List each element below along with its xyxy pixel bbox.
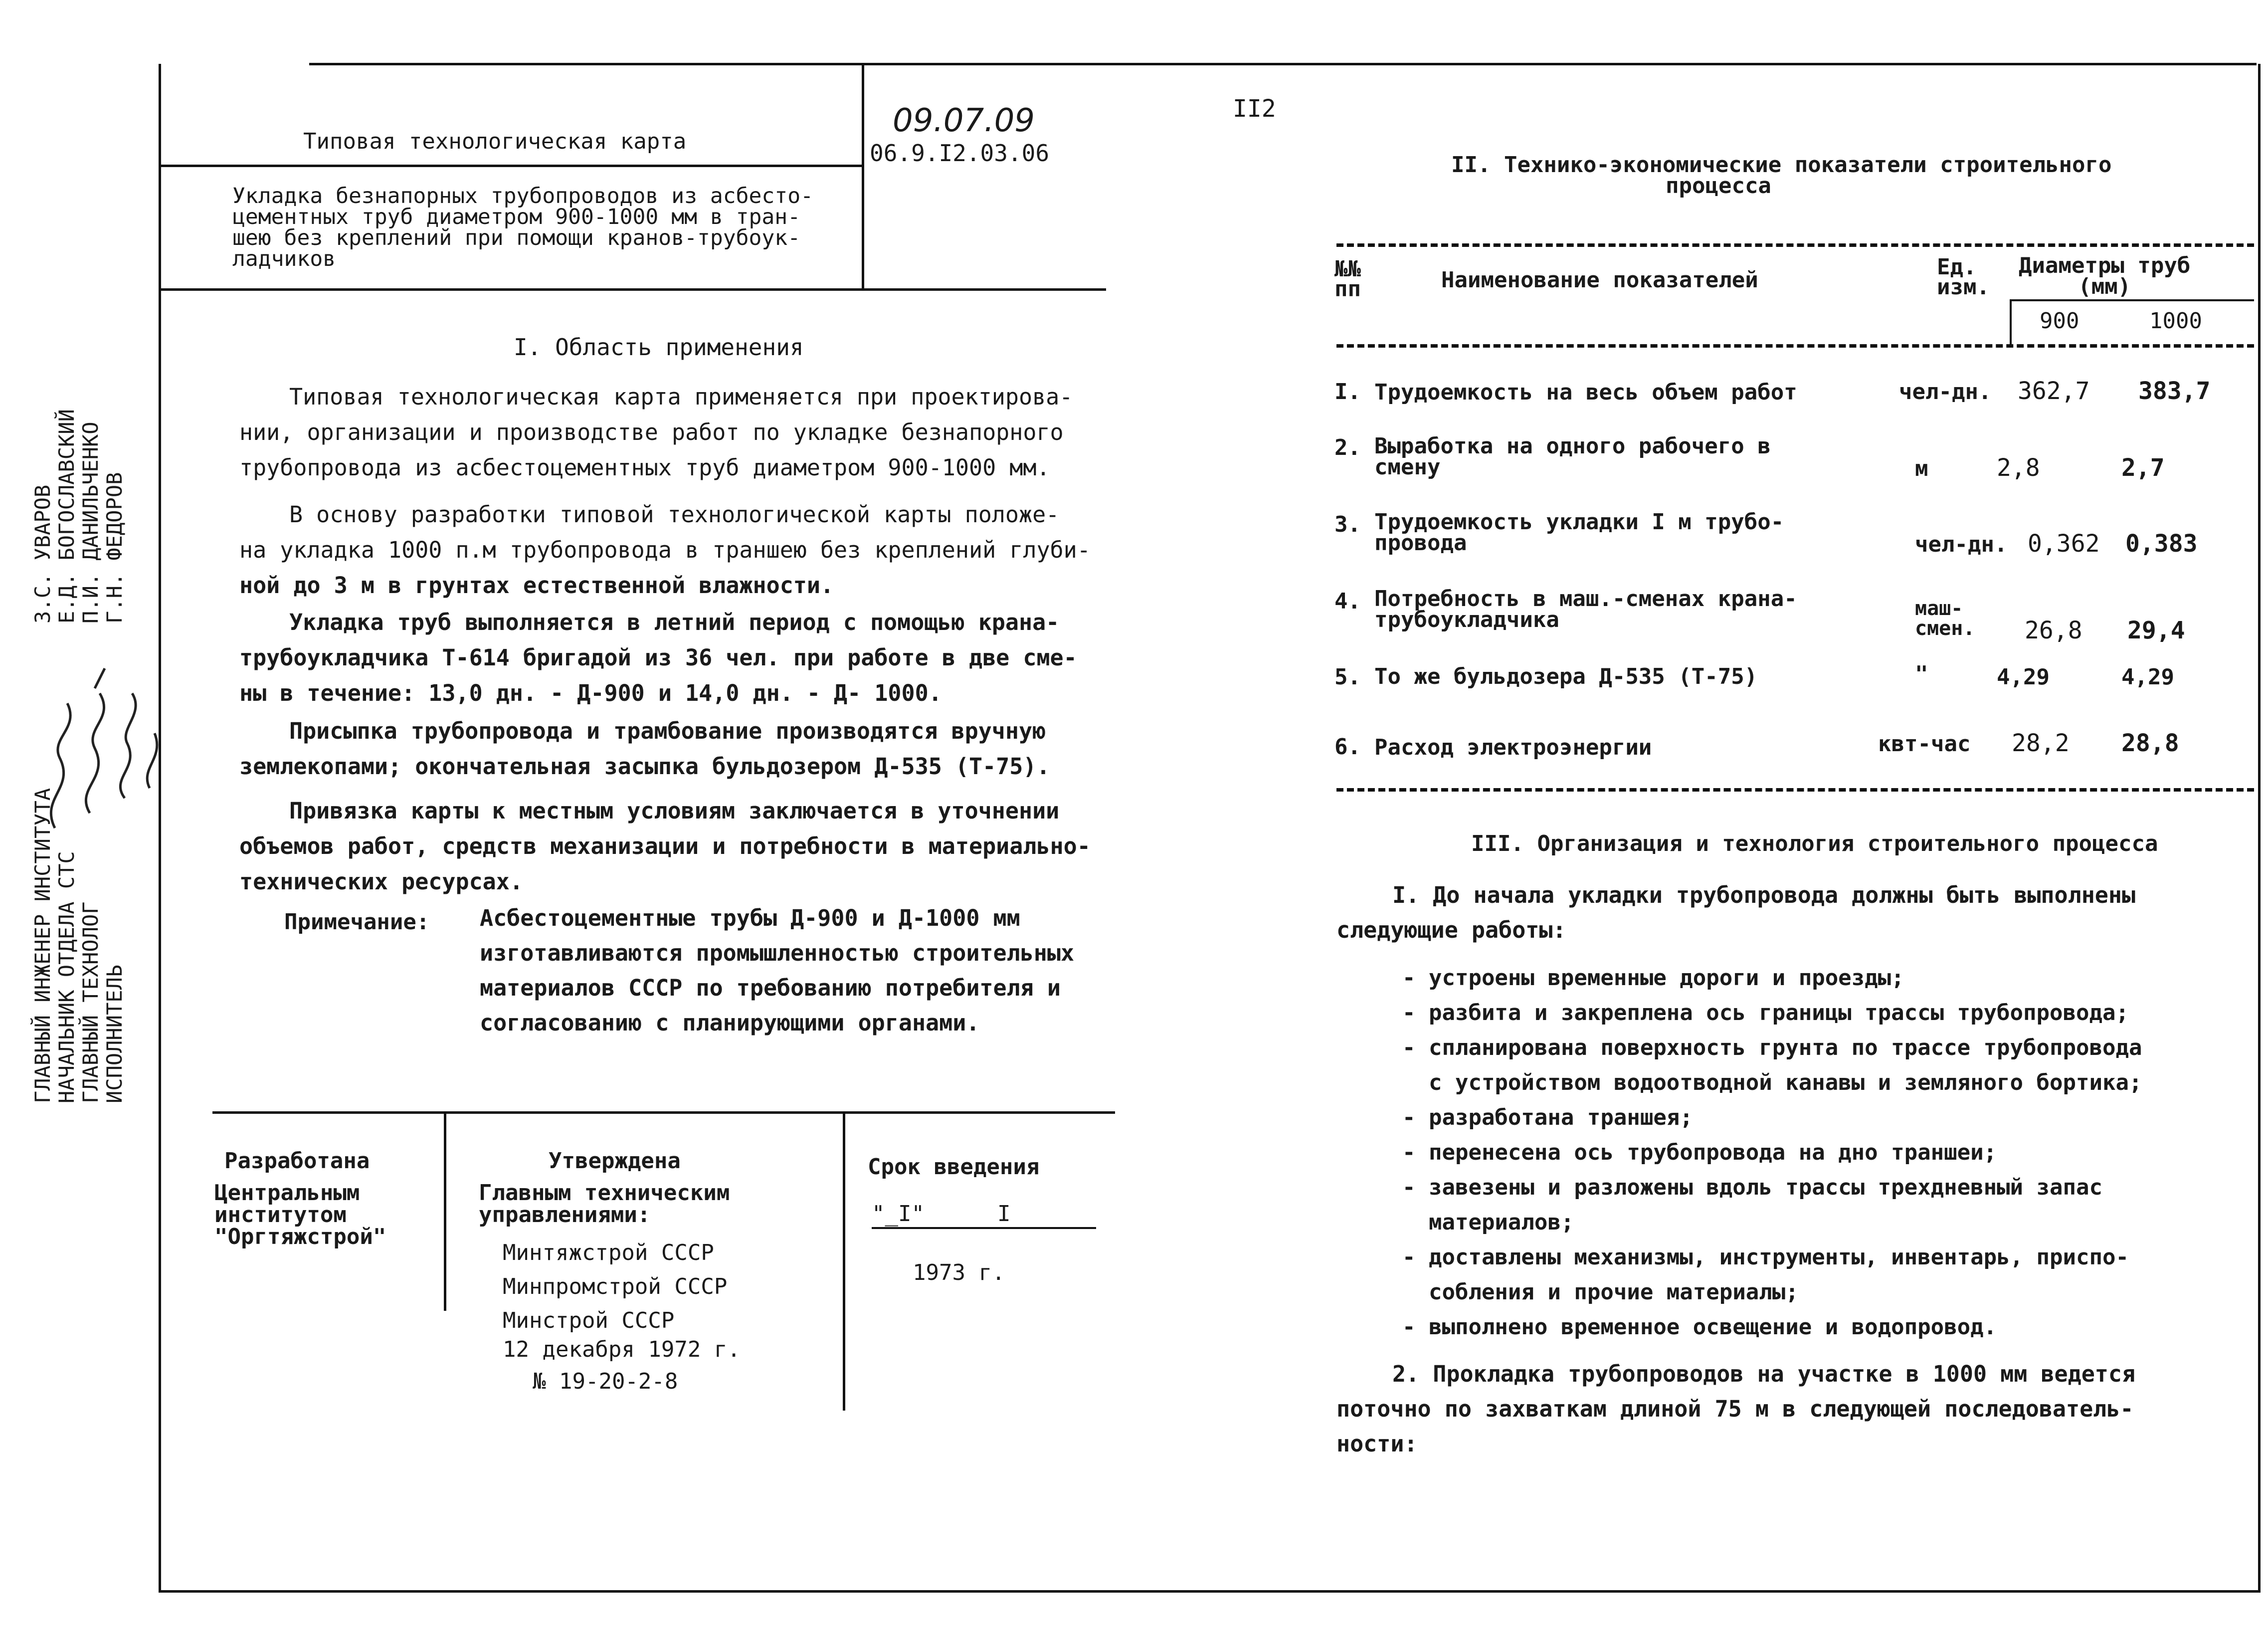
col-d1000-header: 1000	[2149, 308, 2202, 334]
approval-date: 12 декабря 1972 г.	[503, 1337, 741, 1362]
col-d900-header: 900	[2040, 308, 2079, 334]
footer-top-line	[212, 1111, 1115, 1114]
approved-by: Главным техническим управлениями:	[479, 1180, 730, 1228]
col-diam-header: Диаметры труб (мм)	[2019, 253, 2191, 299]
section1-paragraph-5: Привязка карты к местным условиям заключается в уточнении объемов работ, средств механизации и потребности в материально- технических ресурсах.	[239, 798, 1091, 895]
intro-label: Срок введения	[868, 1154, 1040, 1180]
list-item: - спланирована поверхность грунта по трассе трубопровода	[1402, 1035, 2142, 1060]
side-roles: ГЛАВНЫЙ ИНЖЕНЕР ИНСТИТУТА НАЧАЛЬНИК ОТДЕЛА СТС ГЛАВНЫЙ ТЕХНОЛОГ ИСПОЛНИТЕЛЬ	[30, 788, 127, 1103]
diam-column-separator	[2010, 299, 2012, 344]
section3-heading: III. Организация и технология строительного процесса	[1471, 831, 2158, 856]
col-name-header: Наименование показателей	[1441, 267, 1758, 293]
approved-label: Утверждена	[549, 1148, 681, 1174]
diam-subheader-line	[2010, 299, 2254, 301]
ministries: Минтяжстрой СССР Минпромстрой СССР Минстрой СССР	[503, 1240, 728, 1333]
footer-divider-2	[843, 1111, 845, 1411]
frame-top-left	[309, 63, 864, 65]
table-top-rule	[1336, 243, 2254, 247]
header-bottom-line	[159, 288, 1106, 291]
intro-underline	[872, 1227, 1096, 1229]
intro-year: 1973 г.	[913, 1260, 1005, 1285]
section1-paragraph-1: Типовая технологическая карта применяется при проектирова- нии, организации и производстве работ по укладке безнапорного трубопровода из асбестоцементных труб диаметром 900-1000 мм.	[239, 384, 1073, 481]
developed-label: Разработана	[224, 1148, 370, 1174]
list-item: - доставлены механизмы, инструменты, инвентарь, приспо-	[1402, 1244, 2129, 1270]
section1-paragraph-2: В основу разработки типовой технологической карты положе- на укладка 1000 п.м трубопровода в траншею без креплений глуби- ной до 3 м в грунтах естественной влажности.	[239, 501, 1091, 599]
side-names: З.С. УВАРОВ Е.Д. БОГОСЛАВСКИЙ П.И. ДАНИЛЬЧЕНКО Г.Н. ФЕДОРОВ	[30, 409, 127, 623]
list-item: - разработана траншея;	[1402, 1105, 1693, 1130]
section1-heading: I. Область применения	[514, 334, 804, 361]
intro-day: "_I"	[872, 1201, 925, 1227]
list-item: - разбита и закреплена ось границы трассы трубопровода;	[1402, 1000, 2129, 1026]
list-item: с устройством водоотводной канавы и земляного бортика;	[1402, 1070, 2142, 1095]
developed-by: Центральным институтом "Оргтяжстрой"	[214, 1180, 386, 1249]
section3-paragraph-1: I. До начала укладки трубопровода должны быть выполнены следующие работы:	[1336, 882, 2136, 943]
section1-paragraph-4: Присыпка трубопровода и трамбование производятся вручную землекопами; окончательная засыпка бульдозером Д-535 (Т-75).	[239, 718, 1050, 780]
list-item: - завезены и разложены вдоль трассы трехдневный запас	[1402, 1175, 2102, 1200]
note-label: Примечание:	[284, 909, 430, 935]
map-type: Типовая технологическая карта	[303, 129, 687, 154]
list-item: материалов;	[1402, 1210, 1574, 1235]
document-page: Типовая технологическая карта 09.07.09 06.9.I2.03.06 II2 Укладка безнапорных трубопроводов из асбесто- цементных труб диаметром 900-1000 мм в тран- шею без креплений при помощи кранов-трубоук- ладчиков ГЛАВНЫЙ ИНЖЕНЕР ИНСТИТУТА НАЧАЛЬНИК ОТДЕЛА СТС ГЛАВНЫЙ ТЕХНОЛОГ ИСПОЛНИТЕЛЬ З.С. УВАРОВ Е.Д. БОГОСЛАВСКИЙ П.И. ДАНИЛЬЧЕНКО Г.Н. ФЕДОРОВ I. Область применения Типовая технологическая карта применяется при проектирова- нии, организации и производстве работ по укладке безнапорного трубопровода из асбестоцементных труб диаметром 900-1000 мм. В основу разработки типовой технологической карты положе- на укладка 1000 п.м трубопровода в траншею без креплений глуби- ной до 3 м в грунтах естественной влажности. Укладка труб выполняется в летний период с помощью крана- трубоукладчика Т-614 бригадой из 36 чел. при работе в две сме- ны в течение: 13,0 дн. - Д-900 и 14,0 дн. - Д- 1000. Присыпка трубопровода и трамбование производятся вручную землекопами; окончательная засыпка бульдозером Д-535 (Т-75). Привязка карты к местным условиям заключается в уточнении объемов работ, средств механизации и потребности в материально- технических ресурсах. Примечание: Асбестоцементные трубы Д-900 и Д-1000 мм изготавливаются промышленностью строительных материалов СССР по требованию потребителя и согласованию с планирующими органами. Разработана Центральным институтом "Оргтяжстрой" Утверждена Главным техническим управлениями: Минтяжстрой СССР Минпромстрой СССР Минстрой СССР 12 декабря 1972 г. № 19-20-2-8 Срок введения "_I" I 1973 г. II. Технико-экономические показатели строительного процесса №№ пп Наименование показателей Ед. изм. Диаметры труб (мм) 900 1000 I. Трудоемкость на весь объем работ чел-дн. 362,7 383,7 2. Выработка на одного рабочего в смену м 2,8 2,7 3. Трудоемкость укладки I м трубо- провода чел-дн. 0,362 0,383 4. Потребность в маш.-сменах крана- трубоукладчика маш- смен. 26,8 29,4 5. То же бульдозера Д-535 (Т-75) " 4,29 4,29 6. Расход электроэнергии квт-час 28,2 28,8 III. Организация и технология строительного процесса I. До начала укладки трубопровода должны быть выполнены следующие работы: - устроены временные дороги и проезды; - разбита и закреплена ось границы трассы трубопровода; - спланирована поверхность грунта по трассе трубопровода с устройством водоотводной канавы и земляного бортика; - разработана траншея; - перенесена ось трубопровода на дно траншеи; - завезены и разложены вдоль трассы трехдневный запас материалов; - доставлены механизмы, инструменты, инвентарь, приспо- собления и прочие материалы; - выполнено временное освещение и водопровод. 2. Прокладка трубопроводов на участке в 1000 мм ведется поточно по захваткам длиной 75 м в следующей последователь- ности:	[0, 0, 2268, 1650]
table-header-rule	[1336, 344, 2254, 348]
section1-paragraph-3: Укладка труб выполняется в летний период с помощью крана- трубоукладчика Т-614 бригадой из 36 чел. при работе в две сме- ны в течение: 13,0 дн. - Д-900 и 14,0 дн. - Д- 1000.	[239, 609, 1077, 706]
intro-month: I	[997, 1201, 1011, 1227]
page-number: II2	[1233, 95, 1276, 123]
list-item: - перенесена ось трубопровода на дно траншеи;	[1402, 1140, 1997, 1165]
list-item: - выполнено временное освещение и водопровод.	[1402, 1314, 1997, 1340]
note-text: Асбестоцементные трубы Д-900 и Д-1000 мм изготавливаются промышленностью строительных материалов СССР по требованию потребителя и согласованию с планирующими органами.	[480, 905, 1075, 1036]
code-printed: 06.9.I2.03.06	[870, 140, 1050, 167]
list-item: собления и прочие материалы;	[1402, 1279, 1799, 1305]
header-divider	[862, 64, 864, 288]
approval-number: № 19-20-2-8	[533, 1369, 678, 1394]
section2-heading: II. Технико-экономические показатели строительного процесса	[1451, 152, 2112, 199]
col-unit-header: Ед. изм.	[1937, 254, 1990, 300]
section3-paragraph-2: 2. Прокладка трубопроводов на участке в 1000 мм ведется поточно по захваткам длиной 75 м в следующей последователь- ности:	[1336, 1361, 2136, 1457]
header-mid-line	[159, 165, 863, 167]
frame-top-right	[863, 63, 2257, 65]
list-item: - устроены временные дороги и проезды;	[1402, 965, 1904, 991]
code-handwritten: 09.07.09	[893, 102, 1035, 139]
footer-divider-1	[444, 1111, 446, 1311]
doc-title: Укладка безнапорных трубопроводов из асбесто- цементных труб диаметром 900-1000 мм в тран- шею без креплений при помощи кранов-трубоук- ладчиков	[232, 184, 813, 271]
handwritten-signatures	[20, 579, 170, 858]
col-no-header: №№ пп	[1334, 256, 1361, 302]
table-bottom-rule	[1336, 788, 2254, 792]
